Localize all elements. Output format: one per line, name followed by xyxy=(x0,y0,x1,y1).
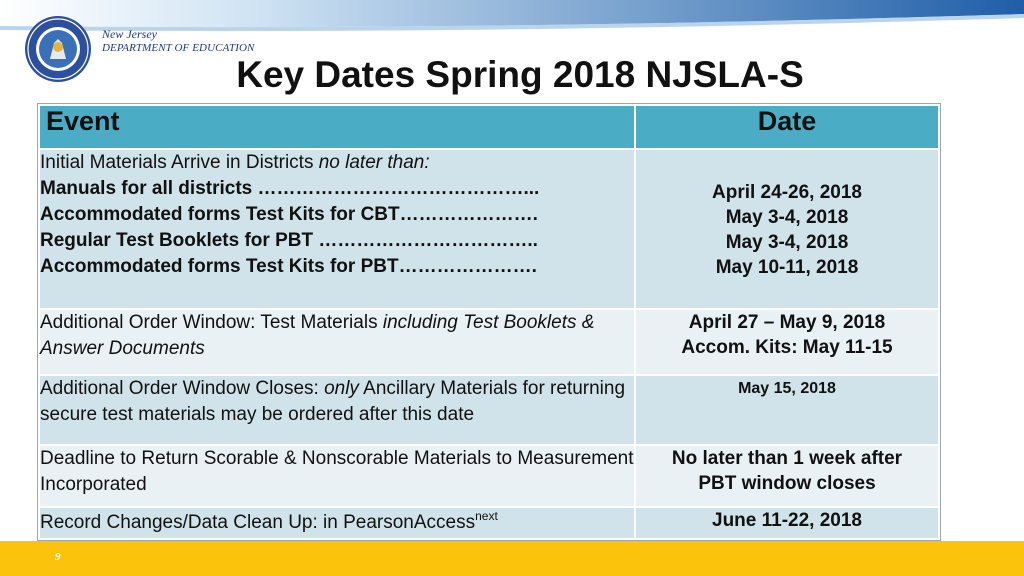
date-value: No later than 1 week after xyxy=(671,448,903,469)
event-cell xyxy=(39,445,635,507)
date-value: May 3-4, 2018 xyxy=(725,232,849,253)
event-text-italic: only xyxy=(324,378,359,399)
date-value: May 10-11, 2018 xyxy=(715,257,859,278)
table-row xyxy=(39,309,939,375)
date-value: June 11-22, 2018 xyxy=(712,510,862,531)
event-intro xyxy=(40,150,634,176)
event-item: Regular Test Booklets for PBT …………………………….. xyxy=(40,230,538,251)
key-dates-table xyxy=(38,104,940,540)
table-header-row xyxy=(39,105,939,149)
event-cell xyxy=(39,309,635,375)
event-item: Manuals for all districts ……………………………………... xyxy=(40,178,540,199)
event-intro-text: Initial Materials Arrive in Districts xyxy=(40,152,319,173)
event-text: Additional Order Window: Test Materials xyxy=(40,312,383,333)
date-value: May 3-4, 2018 xyxy=(725,207,849,228)
event-text: Deadline to Return Scorable & Nonscorable Materials to Measurement Incorporated xyxy=(40,448,634,495)
table-row xyxy=(39,149,939,309)
table-row xyxy=(39,445,939,507)
event-cell xyxy=(39,507,635,539)
event-item: Accommodated forms Test Kits for CBT…………………. xyxy=(40,204,538,225)
date-value: Accom. Kits: May 11-15 xyxy=(681,337,893,358)
agency-name xyxy=(102,27,254,55)
column-header-date: Date xyxy=(635,105,939,149)
footer-bar xyxy=(0,541,1024,576)
agency-line-department: DEPARTMENT OF EDUCATION xyxy=(102,42,255,54)
slide-title: Key Dates Spring 2018 NJSLA-S xyxy=(236,54,804,95)
date-cell xyxy=(635,309,939,375)
event-text-italic: including Test Booklets & Answer Documents xyxy=(40,312,595,359)
table-row xyxy=(39,507,939,539)
event-text: Additional Order Window Closes: xyxy=(40,378,325,399)
date-cell xyxy=(635,507,939,539)
date-value: PBT window closes xyxy=(698,473,876,494)
event-item: Accommodated forms Test Kits for PBT…………………. xyxy=(40,256,537,277)
event-intro-italic: no later than: xyxy=(318,152,430,173)
column-header-event: Event xyxy=(39,105,635,149)
date-cell xyxy=(635,149,939,309)
date-value: April 24-26, 2018 xyxy=(712,182,862,203)
agency-line-state: New Jersey xyxy=(102,27,157,41)
date-cell xyxy=(635,375,939,445)
table-row xyxy=(39,375,939,445)
event-cell xyxy=(39,375,635,445)
date-value: April 27 – May 9, 2018 xyxy=(688,312,886,333)
event-cell xyxy=(39,149,635,309)
page-number: 9 xyxy=(55,551,61,563)
event-superscript: next xyxy=(475,508,498,523)
date-cell xyxy=(635,445,939,507)
event-text: Record Changes/Data Clean Up: in PearsonAccess xyxy=(40,512,476,533)
date-value: May 15, 2018 xyxy=(738,380,836,397)
event-text-rest: Ancillary Materials for returning secure test materials may be ordered after this date xyxy=(40,378,626,425)
